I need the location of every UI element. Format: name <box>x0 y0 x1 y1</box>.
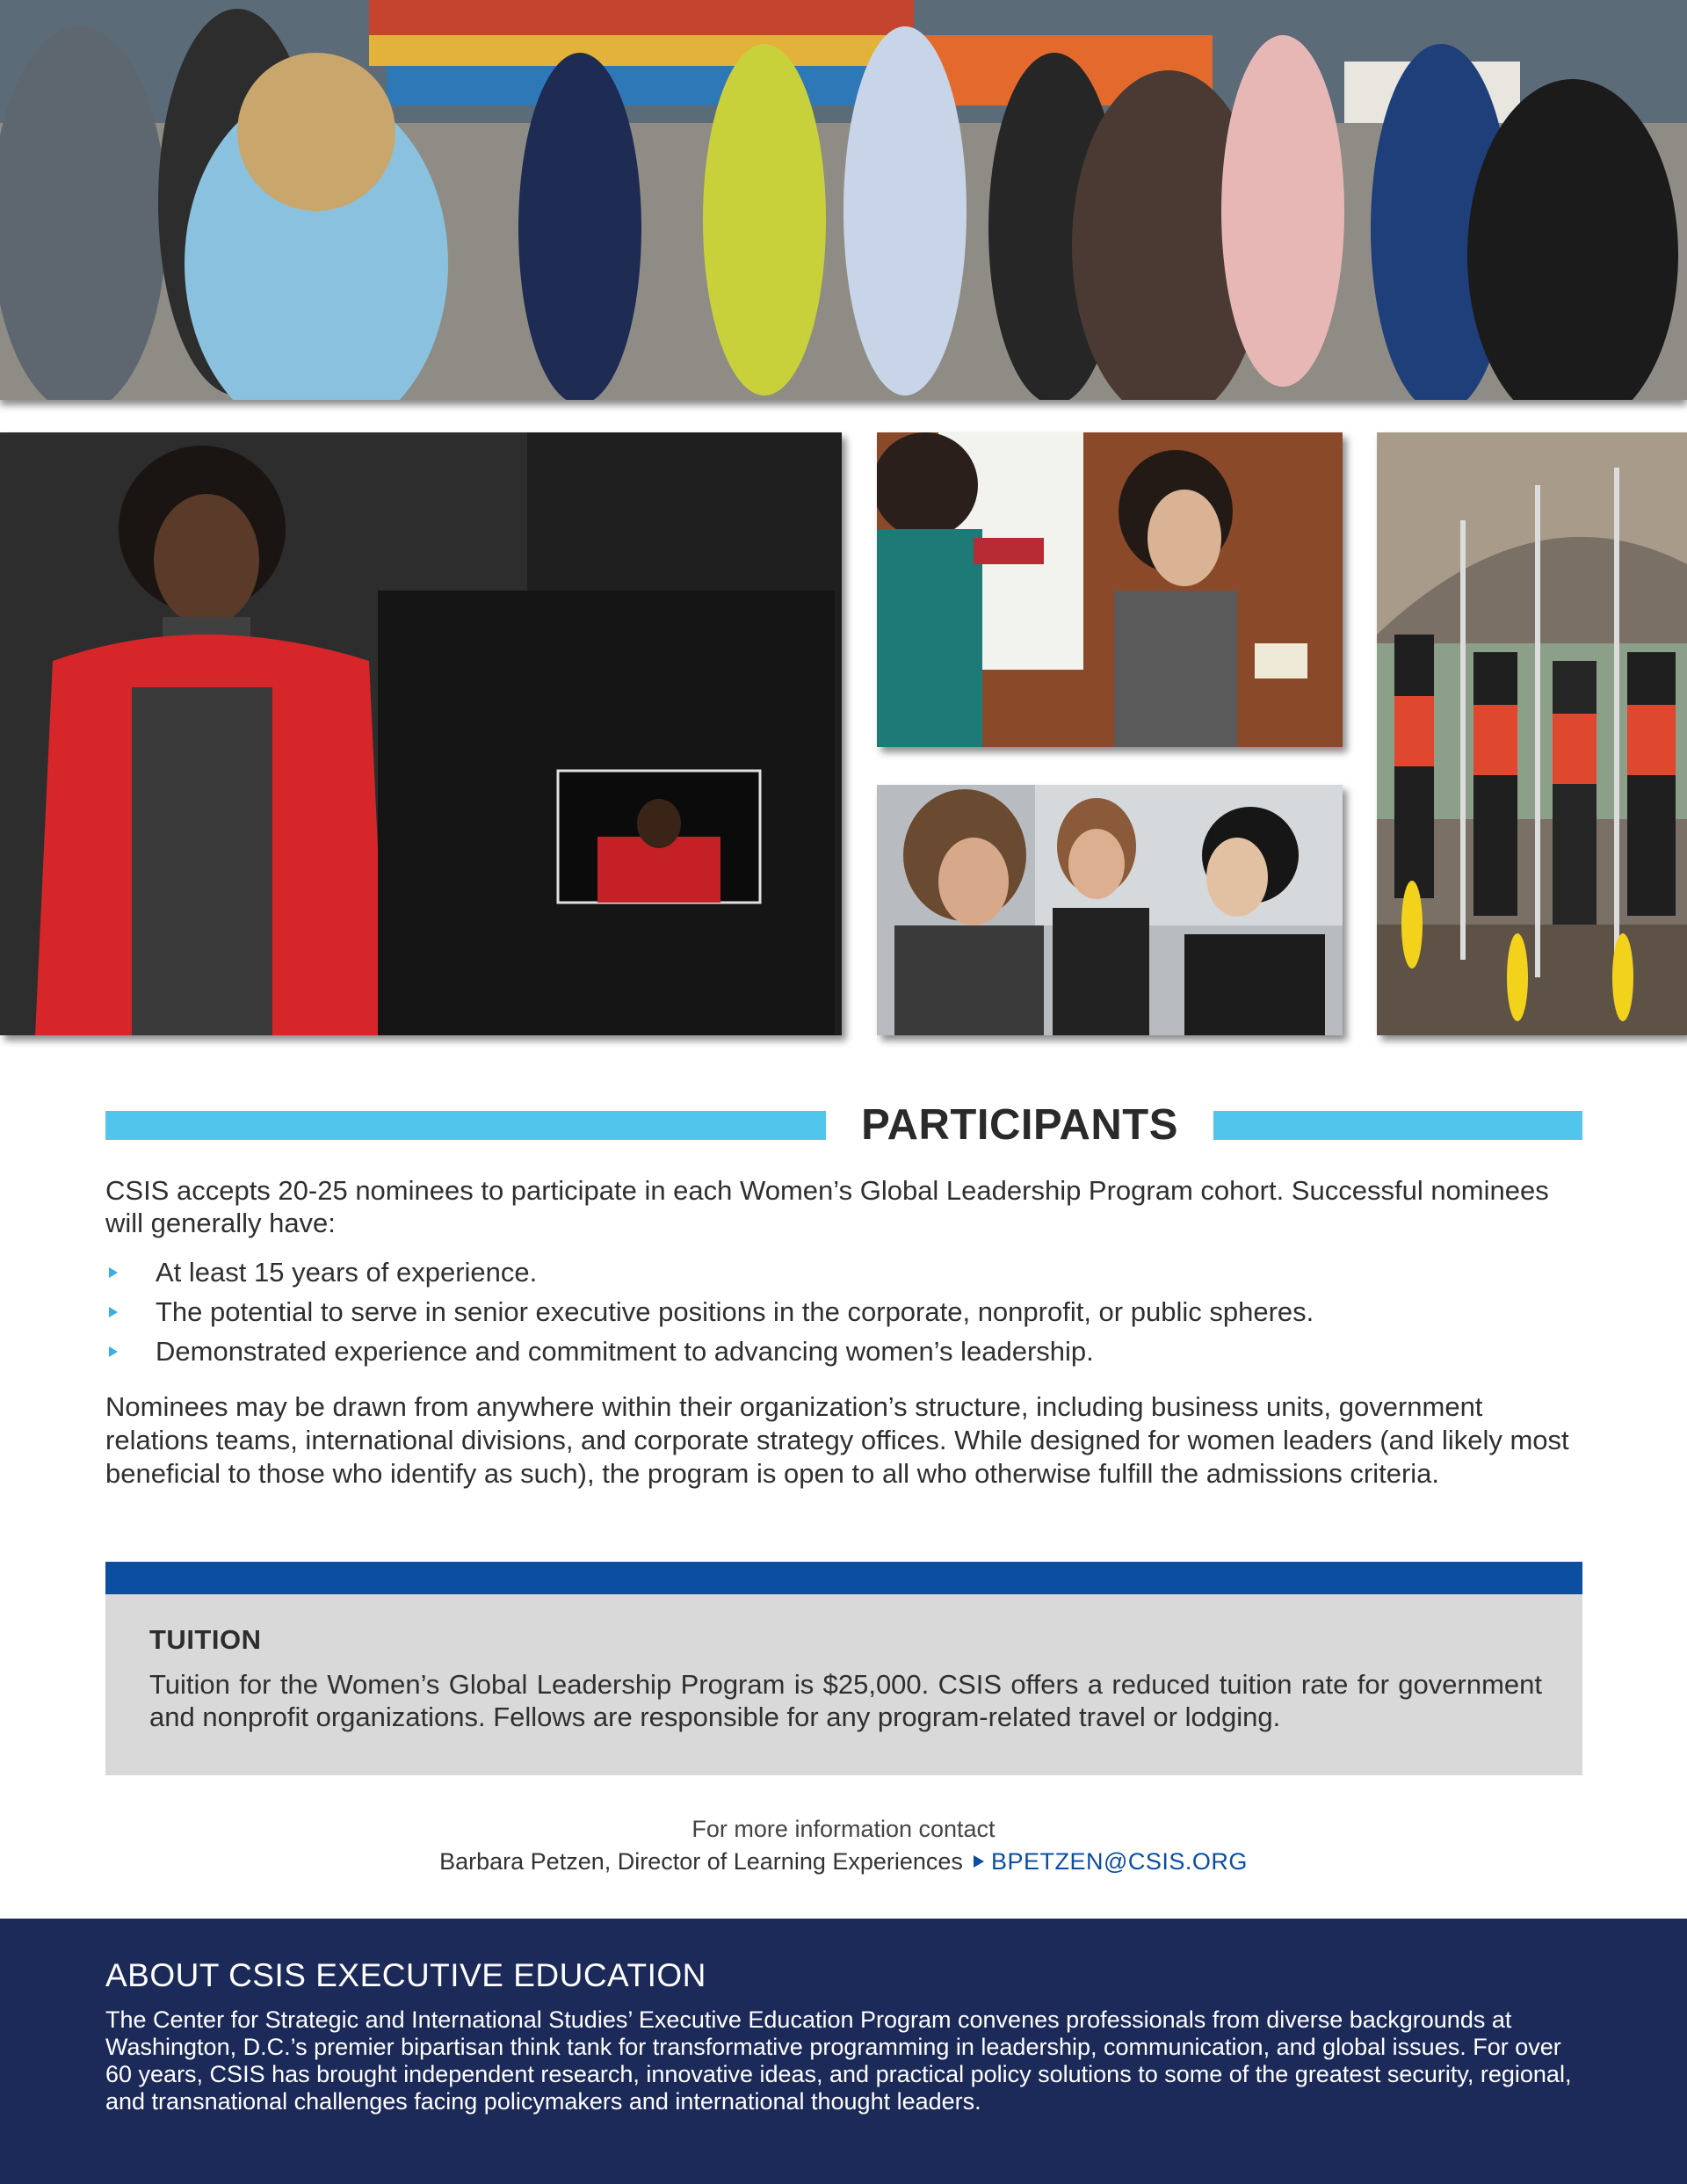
heading-accent-bar-right <box>1213 1111 1582 1140</box>
whiteboard-session-photo <box>877 432 1343 747</box>
heading-accent-bar-left <box>105 1111 826 1140</box>
triangle-bullet-icon <box>109 1267 118 1278</box>
criteria-list <box>105 1252 1590 1371</box>
participants-heading: PARTICIPANTS <box>861 1101 1178 1149</box>
criteria-text: Demonstrated experience and commitment to advancing women’s leadership. <box>156 1336 1094 1367</box>
participants-intro-text: CSIS accepts 20-25 nominees to participate in each Women’s Global Leadership Program cohort. Successful nominees will generally have: <box>105 1175 1549 1238</box>
footer-title: ABOUT CSIS EXECUTIVE EDUCATION <box>105 1957 706 1993</box>
about-footer <box>0 1919 1687 2184</box>
studio-interview-photo <box>0 432 842 1035</box>
criteria-text: The potential to serve in senior executive positions in the corporate, nonprofit, or public spheres. <box>156 1296 1314 1327</box>
group-photo-kayak-racks <box>0 0 1687 400</box>
tuition-title: TUITION <box>149 1624 262 1655</box>
kayak-paddles-photo <box>1377 432 1687 1035</box>
contact-details <box>0 1848 1687 1876</box>
contact-name: Barbara Petzen, Director of Learning Experiences <box>439 1848 963 1875</box>
footer-text: The Center for Strategic and International Studies’ Executive Education Program convenes professionals from diverse backgrounds at Washington, D.C.’s premier bipartisan think tank for transformative programming in leadership, communication, and global issues. For over 60 years, CSIS has brought independent research, innovative ideas, and practical policy solutions to some of the greatest security, regional, and transnational challenges facing policymakers and international thought leaders. <box>105 2006 1572 2115</box>
triangle-bullet-icon <box>109 1346 118 1357</box>
reception-conversation-photo <box>877 785 1343 1035</box>
criteria-list-item <box>105 1252 1590 1292</box>
nominees-paragraph: Nominees may be drawn from anywhere within their organization’s structure, including business units, government relations teams, international divisions, and corporate strategy offices. While designed for women leaders (and likely most beneficial to those who identify as such), the program is open to all who otherwise fulfill the admissions criteria. <box>105 1391 1569 1489</box>
triangle-bullet-icon <box>109 1307 118 1317</box>
contact-intro: For more information contact <box>691 1816 996 1842</box>
arrow-right-icon <box>974 1855 984 1868</box>
criteria-text: At least 15 years of experience. <box>156 1257 538 1288</box>
tuition-accent-bar <box>105 1562 1582 1594</box>
contact-email-link[interactable]: BPETZEN@CSIS.ORG <box>990 1848 1248 1875</box>
criteria-list-item <box>105 1331 1590 1371</box>
criteria-list-item <box>105 1292 1590 1331</box>
tuition-text: Tuition for the Women’s Global Leadership Program is $25,000. CSIS offers a reduced tuition rate for government and nonprofit organizations. Fellows are responsible for any program-related travel or lodging. <box>149 1669 1542 1732</box>
tuition-box <box>105 1594 1582 1775</box>
participants-heading-row <box>105 1101 1582 1149</box>
